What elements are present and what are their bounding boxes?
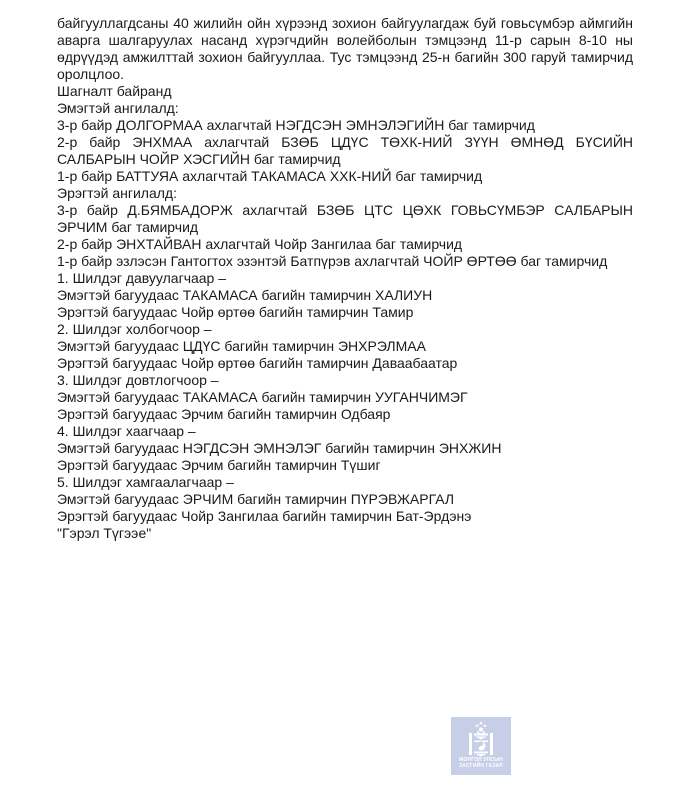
best-setter-heading: 2. Шилдэг холбогчоор – bbox=[57, 321, 212, 337]
best-attacker-women: Эмэгтэй багуудаас ТАКАМАСА багийн тамирчин УУГАНЧИМЭГ bbox=[57, 389, 468, 405]
best-blocker-men: Эрэгтэй багуудаас Эрчим багийн тамирчин Түшиг bbox=[57, 457, 381, 473]
document-body bbox=[57, 15, 633, 542]
logo-text-line2: ЗАСГИЙН ГАЗАР bbox=[458, 763, 504, 769]
best-server-heading: 1. Шилдэг давуулагчаар – bbox=[57, 270, 227, 286]
men-third-place: 3-р байр Д.БЯМБАДОРЖ ахлагчтай БЗӨБ ЦТС ЦӨХК ГОВЬСҮМБЭР САЛБАРЫН ЭРЧИМ баг тамирчид bbox=[57, 202, 633, 235]
men-first-place: 1-р байр эзлэсэн Гантогтох эзэнтэй Батпүрэв ахлагчтай ЧОЙР ӨРТӨӨ баг тамирчид bbox=[57, 253, 608, 269]
best-server-women: Эмэгтэй багуудаас ТАКАМАСА багийн тамирчин ХАЛИУН bbox=[57, 287, 433, 303]
intro-paragraph: байгууллагдсаны 40 жилийн ойн хүрээнд зохион байгуулагдаж буй говьсүмбэр аймгийн аварга шалгаруулах насанд хүрэгчдийн волейболын тэмцээнд 11-р сарын 8-10 ны өдрүүдэд амжилттай зохион байгууллаа. Тус тэмцээнд 25-н багийн 300 гаруй тамирчид оролцлоо. bbox=[57, 15, 633, 82]
awards-heading: Шагналт байранд bbox=[57, 83, 172, 99]
closing-slogan: "Гэрэл Түгээе" bbox=[57, 525, 152, 541]
best-blocker-women: Эмэгтэй багуудаас НЭГДСЭН ЭМНЭЛЭГ багийн тамирчин ЭНХЖИН bbox=[57, 440, 502, 456]
logo-text-line1: МОНГОЛ УЛСЫН bbox=[458, 757, 504, 763]
best-setter-women: Эмэгтэй багуудаас ЦДҮС багийн тамирчин ЭНХРЭЛМАА bbox=[57, 338, 426, 354]
best-setter-men: Эрэгтэй багуудаас Чойр өртөө багийн тамирчин Даваабаатар bbox=[57, 355, 458, 371]
women-third-place: 3-р байр ДОЛГОРМАА ахлагчтай НЭГДСЭН ЭМНЭЛЭГИЙН баг тамирчид bbox=[57, 117, 535, 133]
best-defender-men: Эрэгтэй багуудаас Чойр Зангилаа багийн тамирчин Бат-Эрдэнэ bbox=[57, 508, 472, 524]
best-attacker-heading: 3. Шилдэг довтлогчоор – bbox=[57, 372, 219, 388]
women-second-place: 2-р байр ЭНХМАА ахлагчтай БЗӨБ ЦДҮС ТӨХК-НИЙ ЗҮҮН ӨМНӨД БҮСИЙН САЛБАРЫН ЧОЙР ХЭСГИЙН баг тамирчид bbox=[57, 134, 633, 167]
men-category-heading: Эрэгтэй ангилалд: bbox=[57, 185, 177, 201]
women-category-heading: Эмэгтэй ангилалд: bbox=[57, 100, 179, 116]
best-attacker-men: Эрэгтэй багуудаас Эрчим багийн тамирчин Одбаяр bbox=[57, 406, 391, 422]
men-second-place: 2-р байр ЭНХТАЙВАН ахлагчтай Чойр Зангилаа баг тамирчид bbox=[57, 236, 463, 252]
best-defender-women: Эмэгтэй багуудаас ЭРЧИМ багийн тамирчин ПҮРЭВЖАРГАЛ bbox=[57, 491, 455, 507]
best-defender-heading: 5. Шилдэг хамгаалагчаар – bbox=[57, 474, 234, 490]
soyombo-emblem-icon bbox=[466, 721, 496, 757]
government-logo bbox=[451, 717, 511, 775]
best-server-men: Эрэгтэй багуудаас Чойр өртөө багийн тамирчин Тамир bbox=[57, 304, 414, 320]
best-blocker-heading: 4. Шилдэг хаагчаар – bbox=[57, 423, 196, 439]
women-first-place: 1-р байр БАТТУЯА ахлагчтай ТАКАМАСА ХХК-НИЙ баг тамирчид bbox=[57, 168, 483, 184]
